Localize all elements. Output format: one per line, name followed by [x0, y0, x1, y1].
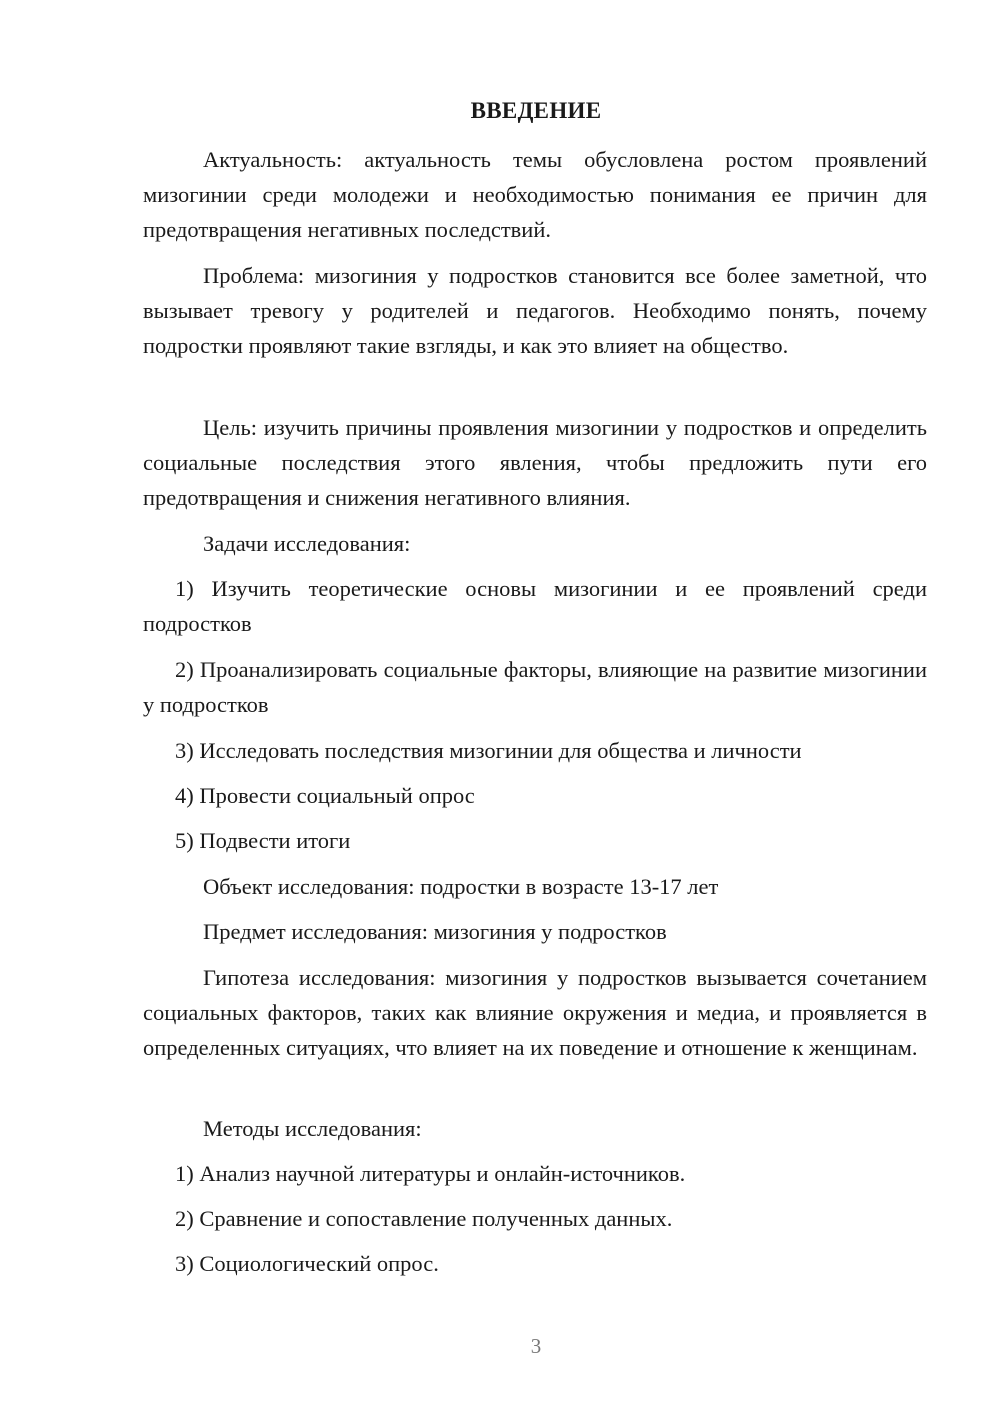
paragraph-hypothesis: Гипотеза исследования: мизогиния у подростков вызывается сочетанием социальных факторов, таких как влияние окружения и медиа, и проявляется в определенных ситуациях, что влияет на их поведение и отношение к женщинам.	[143, 965, 927, 1060]
paragraph-problem: Проблема: мизогиния у подростков становится все более заметной, что вызывает тревогу у родителей и педагогов. Необходимо понять, почему подростки проявляют такие взгляды, и как это влияет на общество.	[143, 263, 927, 358]
task-item: 1) Изучить теоретические основы мизогинии и ее проявлений среди подростков	[143, 576, 927, 636]
paragraph-subject: Предмет исследования: мизогиния у подростков	[203, 919, 667, 944]
paragraph-relevance: Актуальность: актуальность темы обусловлена ростом проявлений мизогинии среди молодежи и необходимостью понимания ее причин для предотвращения негативных последствий.	[143, 147, 927, 242]
paragraph-goal: Цель: изучить причины проявления мизогинии у подростков и определить социальные последствия этого явления, чтобы предложить пути его предотвращения и снижения негативного влияния.	[143, 415, 927, 510]
method-item: 3) Социологический опрос.	[175, 1251, 439, 1276]
paragraph-object: Объект исследования: подростки в возрасте 13-17 лет	[203, 874, 719, 899]
task-item: 3) Исследовать последствия мизогинии для общества и личности	[175, 738, 802, 763]
method-item: 2) Сравнение и сопоставление полученных данных.	[175, 1206, 673, 1231]
page-number: 3	[530, 1334, 542, 1358]
task-item: 2) Проанализировать социальные факторы, влияющие на развитие мизогинии у подростков	[143, 657, 927, 717]
methods-heading: Методы исследования:	[203, 1116, 422, 1141]
method-item: 1) Анализ научной литературы и онлайн-источников.	[175, 1161, 686, 1186]
task-item: 4) Провести социальный опрос	[175, 783, 475, 808]
tasks-heading: Задачи исследования:	[203, 531, 411, 556]
task-item: 5) Подвести итоги	[175, 828, 351, 853]
page-title: ВВЕДЕНИЕ	[470, 98, 602, 123]
